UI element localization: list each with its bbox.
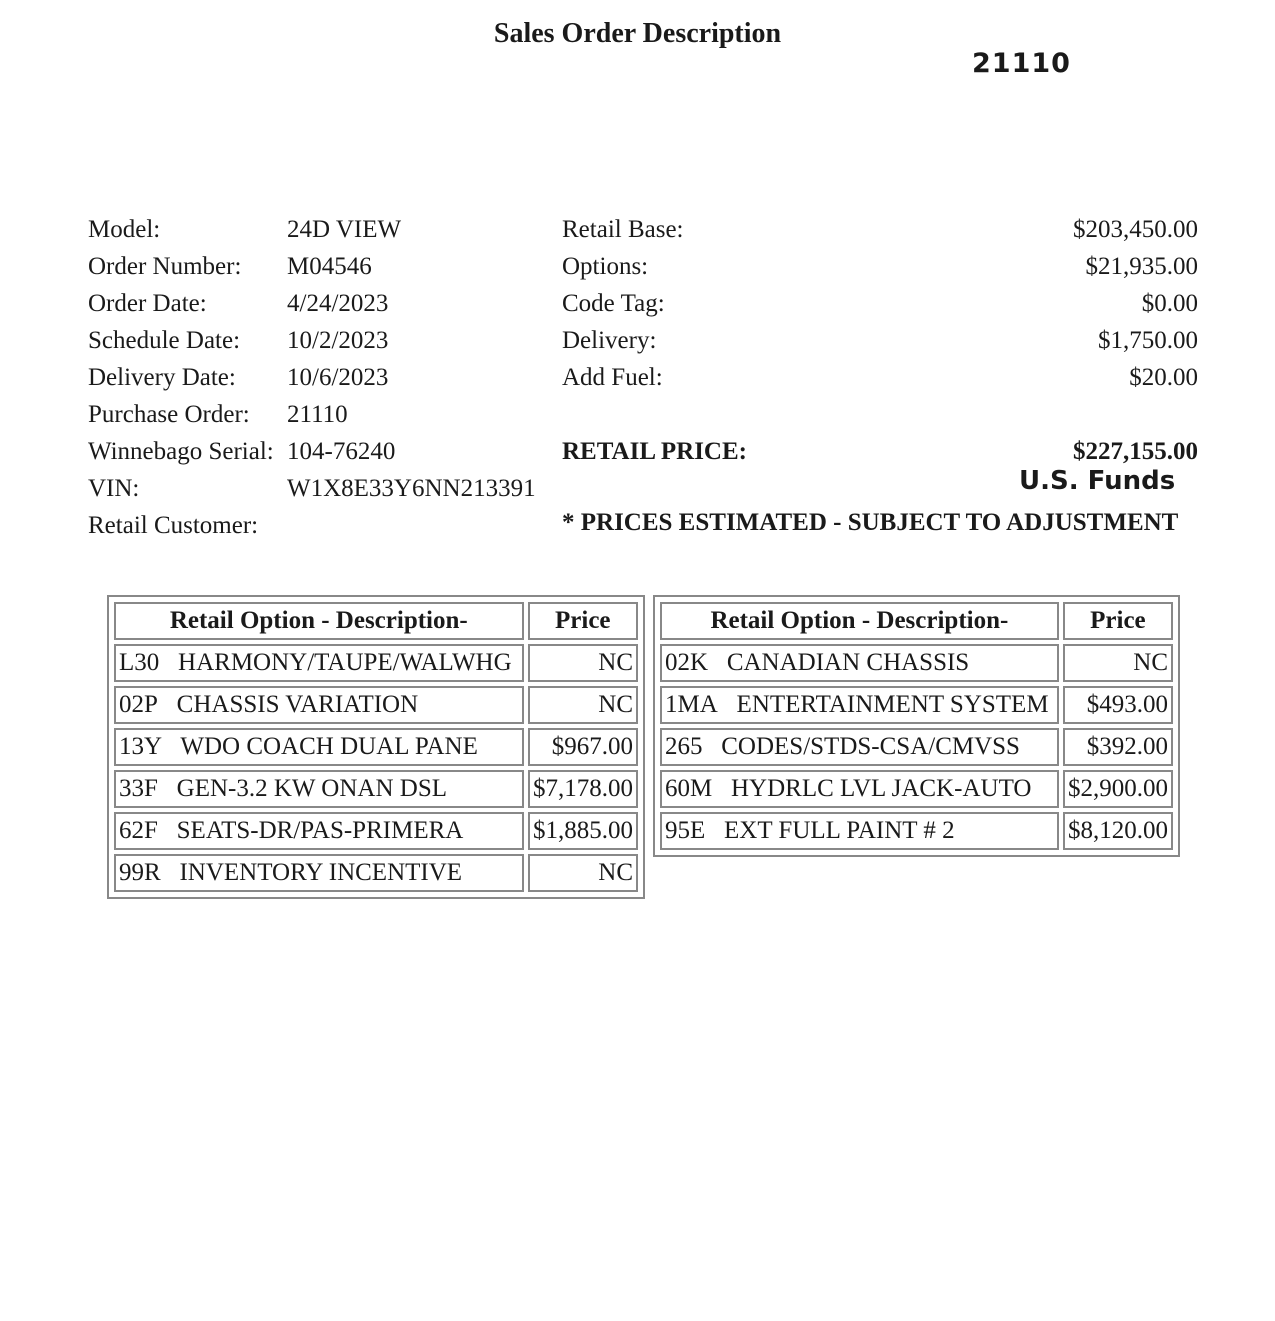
pricing-value: $203,450.00 xyxy=(1073,216,1198,243)
pricing-label: Add Fuel: xyxy=(562,364,663,391)
info-value: 4/24/2023 xyxy=(287,290,389,317)
option-description: CHASSIS VARIATION xyxy=(176,691,419,718)
table-header-row xyxy=(114,602,638,640)
info-label: Purchase Order: xyxy=(88,401,250,428)
option-price: NC xyxy=(528,854,638,892)
table-row xyxy=(660,812,1173,850)
info-label: Delivery Date: xyxy=(88,364,236,391)
option-description: HYDRLC LVL JACK-AUTO xyxy=(730,775,1032,802)
option-code: 13Y xyxy=(119,733,163,760)
info-label: Model: xyxy=(88,216,161,243)
pricing-label: Delivery: xyxy=(562,327,657,354)
column-header-price: Price xyxy=(1063,602,1173,640)
info-value: M04546 xyxy=(287,253,372,280)
option-description: WDO COACH DUAL PANE xyxy=(180,733,478,760)
table-row xyxy=(660,770,1173,808)
option-description-cell xyxy=(660,728,1059,766)
option-code: 95E xyxy=(665,817,706,844)
options-table-right xyxy=(653,595,1180,857)
info-label: Order Date: xyxy=(88,290,207,317)
table-row xyxy=(114,686,638,724)
option-description-cell xyxy=(660,812,1059,850)
option-price: $493.00 xyxy=(1063,686,1173,724)
table-row xyxy=(660,728,1173,766)
funds-label: U.S. Funds xyxy=(1019,466,1176,496)
option-price: $1,885.00 xyxy=(528,812,638,850)
option-code: 62F xyxy=(119,817,158,844)
option-code: L30 xyxy=(119,649,160,676)
option-code: 02P xyxy=(119,691,158,718)
option-price: $392.00 xyxy=(1063,728,1173,766)
option-code: 02K xyxy=(665,649,709,676)
option-code: 60M xyxy=(665,775,713,802)
option-code: 33F xyxy=(119,775,158,802)
option-description: INVENTORY INCENTIVE xyxy=(179,859,463,886)
table-row xyxy=(114,854,638,892)
table-row xyxy=(114,770,638,808)
info-value: 104-76240 xyxy=(287,438,396,465)
option-price: NC xyxy=(1063,644,1173,682)
option-description: ENTERTAINMENT SYSTEM xyxy=(736,691,1049,718)
page-title: Sales Order Description xyxy=(493,18,782,49)
options-table-left xyxy=(107,595,645,899)
info-label: Winnebago Serial: xyxy=(88,438,274,465)
order-number-heading: 21110 xyxy=(972,48,1071,79)
option-description-cell xyxy=(114,686,524,724)
pricing-value: $1,750.00 xyxy=(1098,327,1198,354)
table-header-row xyxy=(660,602,1173,640)
option-description-cell xyxy=(114,854,524,892)
info-label: VIN: xyxy=(88,475,140,502)
pricing-value: $20.00 xyxy=(1129,364,1198,391)
option-description: SEATS-DR/PAS-PRIMERA xyxy=(176,817,464,844)
pricing-value: $21,935.00 xyxy=(1085,253,1198,280)
table-row xyxy=(660,686,1173,724)
table-row xyxy=(114,812,638,850)
option-code: 99R xyxy=(119,859,161,886)
option-description-cell xyxy=(660,686,1059,724)
option-description-cell xyxy=(114,644,524,682)
info-value: W1X8E33Y6NN213391 xyxy=(287,475,536,502)
option-price: $2,900.00 xyxy=(1063,770,1173,808)
retail-price-label: RETAIL PRICE: xyxy=(562,438,747,465)
option-description: CODES/STDS-CSA/CMVSS xyxy=(721,733,1020,760)
option-description-cell xyxy=(114,812,524,850)
table-row xyxy=(114,644,638,682)
retail-price-value: $227,155.00 xyxy=(1073,438,1198,465)
info-value: 21110 xyxy=(287,401,348,428)
column-header-description: Retail Option - Description- xyxy=(660,602,1059,640)
option-description: CANADIAN CHASSIS xyxy=(726,649,970,676)
column-header-description: Retail Option - Description- xyxy=(114,602,524,640)
option-price: $967.00 xyxy=(528,728,638,766)
info-value: 24D VIEW xyxy=(287,216,402,243)
option-price: NC xyxy=(528,686,638,724)
table-row xyxy=(114,728,638,766)
price-disclaimer: * PRICES ESTIMATED - SUBJECT TO ADJUSTMENT xyxy=(562,509,1179,536)
info-label: Retail Customer: xyxy=(88,512,259,539)
option-description: EXT FULL PAINT # 2 xyxy=(724,817,955,844)
pricing-label: Options: xyxy=(562,253,649,280)
option-price: NC xyxy=(528,644,638,682)
option-code: 265 xyxy=(665,733,703,760)
pricing-label: Code Tag: xyxy=(562,290,665,317)
info-label: Schedule Date: xyxy=(88,327,241,354)
option-price: $7,178.00 xyxy=(528,770,638,808)
info-value: 10/6/2023 xyxy=(287,364,389,391)
info-label: Order Number: xyxy=(88,253,242,280)
option-description: HARMONY/TAUPE/WALWHG xyxy=(178,649,512,676)
pricing-label: Retail Base: xyxy=(562,216,684,243)
table-row xyxy=(660,644,1173,682)
option-description-cell xyxy=(660,644,1059,682)
info-value: 10/2/2023 xyxy=(287,327,389,354)
option-price: $8,120.00 xyxy=(1063,812,1173,850)
pricing-value: $0.00 xyxy=(1141,290,1198,317)
option-description-cell xyxy=(114,770,524,808)
option-code: 1MA xyxy=(665,691,718,718)
column-header-price: Price xyxy=(528,602,638,640)
option-description-cell xyxy=(114,728,524,766)
option-description-cell xyxy=(660,770,1059,808)
option-description: GEN-3.2 KW ONAN DSL xyxy=(176,775,448,802)
